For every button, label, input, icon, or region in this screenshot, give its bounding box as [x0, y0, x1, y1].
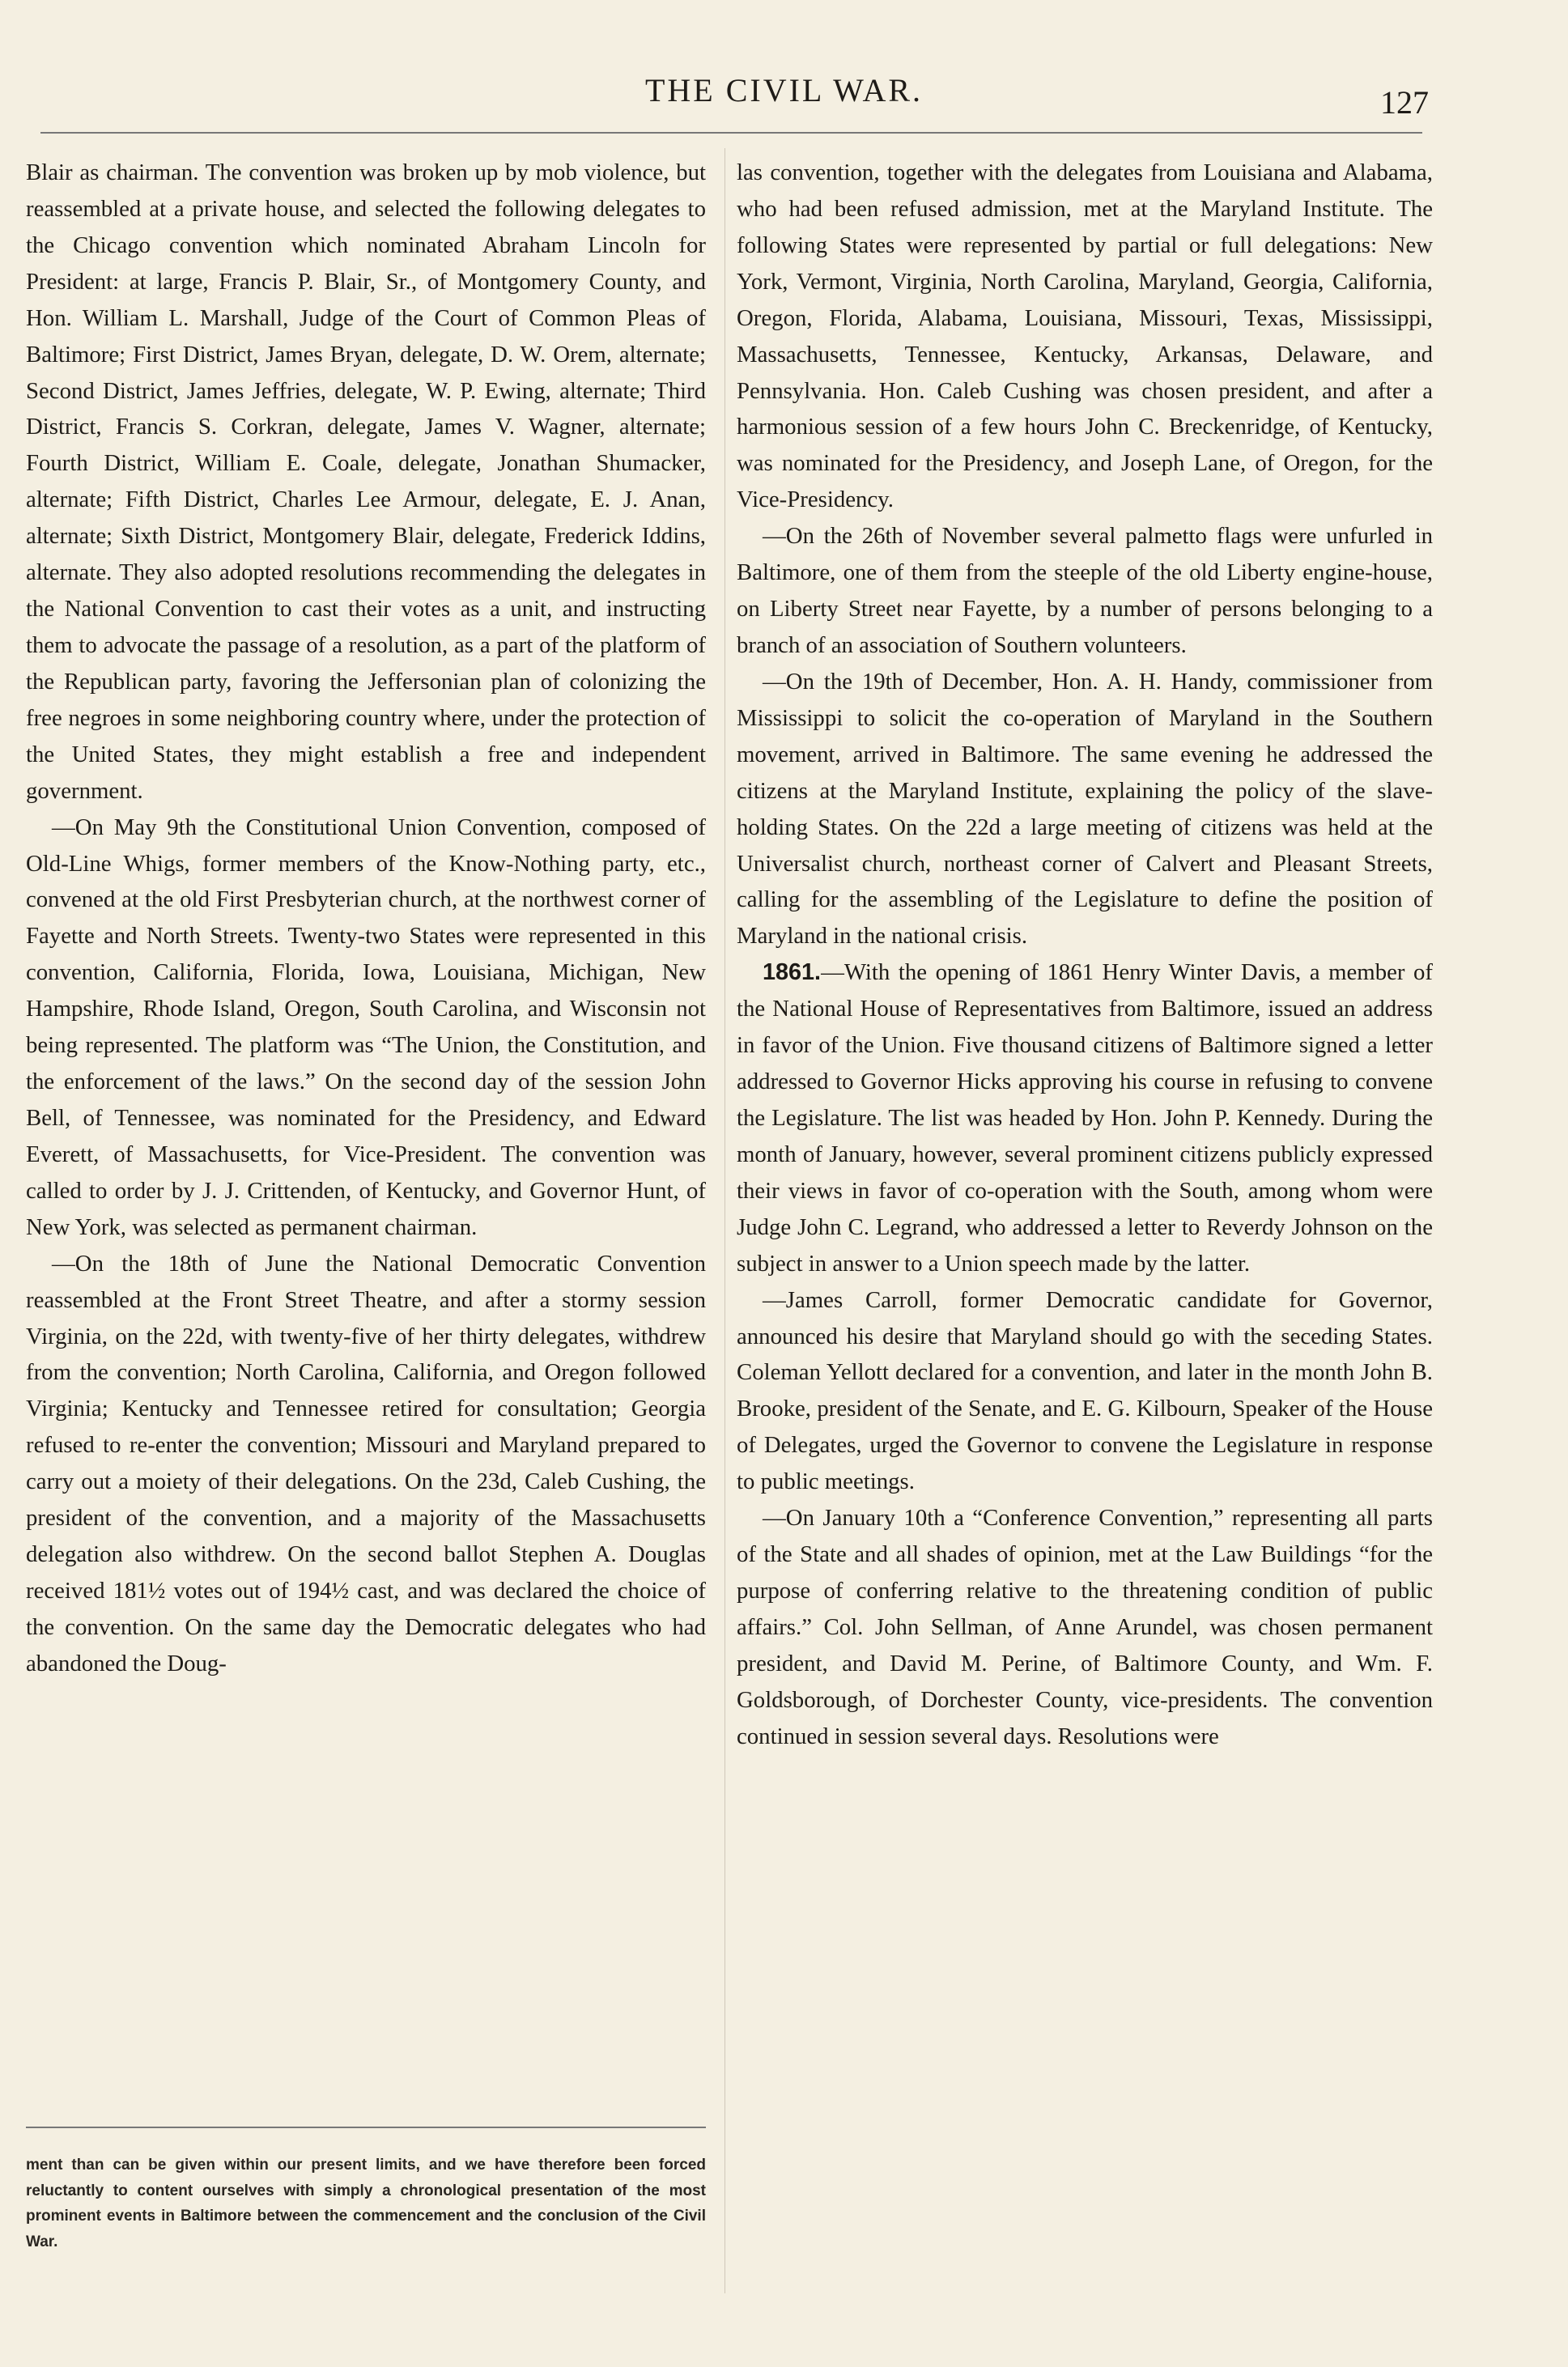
- running-title: THE CIVIL WAR.: [644, 72, 924, 108]
- paragraph: —On January 10th a “Conference Convention,” representing all parts of the State and all shades of opinion, met at the Law Buildings “for the purpose of conferring relative to the threatening condition of public affairs.” Col. John Sellman, of Anne Arundel, was chosen permanent president, and David M. Perine, of Baltimore County, and Wm. F. Goldsborough, of Dorchester County, vice-presidents. The convention continued in session several days. Resolutions were: [737, 1505, 1433, 1749]
- footnote-rule: [26, 2127, 706, 2128]
- header-rule: [40, 132, 1422, 134]
- paragraph: —On the 19th of December, Hon. A. H. Handy, commissioner from Mississippi to solicit the co-operation of Maryland in the Southern movement, arrived in Baltimore. The same evening he addressed the citizens at the Maryland Institute, explaining the policy of the slave-holding States. On the 22d a large meeting of citizens was held at the Universalist church, northeast corner of Calvert and Pleasant Streets, calling for the assembling of the Legislature to define the position of Maryland in the national crisis.: [737, 668, 1433, 950]
- paragraph: —On the 18th of June the National Democratic Convention reassembled at the Front Street Theatre, and after a stormy session Virginia, on the 22d, with twenty-five of her thirty delegates, withdrew from the convention; North Carolina, California, and Oregon followed Virginia; Kentucky and Tennessee retired for consultation; Georgia refused to re-enter the convention; Missouri and Maryland prepared to carry out a moiety of their delegations. On the 23d, Caleb Cushing, the president of the convention, and a majority of the Massachusetts delegation also withdrew. On the second ballot Stephen A. Douglas received 181½ votes out of 194½ cast, and was declared the choice of the convention. On the same day the Democratic delegates who had abandoned the Doug-: [26, 1250, 706, 1676]
- left-column: [26, 155, 706, 1682]
- paragraph: —On May 9th the Constitutional Union Convention, composed of Old-Line Whigs, former members of the Know-Nothing party, etc., convened at the old First Presbyterian church, at the northwest corner of Fayette and North Streets. Twenty-two States were represented in this convention, California, Florida, Iowa, Louisiana, Michigan, New Hampshire, Rhode Island, Oregon, South Carolina, and Wisconsin not being represented. The platform was “The Union, the Constitution, and the enforcement of the laws.” On the second day of the session John Bell, of Tennessee, was nominated for the Presidency, and Edward Everett, of Massachusetts, for Vice-President. The convention was called to order by J. J. Crittenden, of Kentucky, and Governor Hunt, of New York, was selected as permanent chairman.: [26, 814, 706, 1240]
- paragraph: Blair as chairman. The convention was broken up by mob violence, but reassembled at a private house, and selected the following delegates to the Chicago convention which nominated Abraham Lincoln for President: at large, Francis P. Blair, Sr., of Montgomery County, and Hon. William L. Marshall, Judge of the Court of Common Pleas of Baltimore; First District, James Bryan, delegate, D. W. Orem, alternate; Second District, James Jeffries, delegate, W. P. Ewing, alternate; Third District, Francis S. Corkran, delegate, James V. Wagner, alternate; Fourth District, William E. Coale, delegate, Jonathan Shumacker, alternate; Fifth District, Charles Lee Armour, delegate, E. J. Anan, alternate; Sixth District, Montgomery Blair, delegate, Frederick Iddins, alternate. They also adopted resolutions recommending the delegates in the National Convention to cast their votes as a unit, and instructing them to advocate the passage of a resolution, as a part of the platform of the Republican party, favoring the Jeffersonian plan of colonizing the free negroes in some neighboring country where, under the protection of the United States, they might establish a free and independent government.: [26, 159, 706, 804]
- paragraph-text: —With the opening of 1861 Henry Winter Davis, a member of the National House of Representatives from Baltimore, issued an address in favor of the Union. Five thousand citizens of Baltimore signed a letter addressed to Governor Hicks approving his course in refusing to convene the Legislature. The list was headed by Hon. John P. Kennedy. During the month of January, however, several prominent citizens publicly expressed their views in favor of co-operation with the South, among whom were Judge John C. Legrand, who addressed a letter to Reverdy Johnson on the subject in answer to a Union speech made by the latter.: [737, 959, 1433, 1277]
- year-heading: 1861.: [763, 959, 822, 986]
- paragraph: —On the 26th of November several palmetto flags were unfurled in Baltimore, one of them from the steeple of the old Liberty engine-house, on Liberty Street near Fayette, by a number of persons belonging to a branch of an association of Southern volunteers.: [737, 523, 1433, 658]
- footnote: ment than can be given within our present limits, and we have therefore been forced reluctantly to content ourselves with simply a chronological presentation of the most prominent events in Baltimore between the commencement and the conclusion of the Civil War.: [26, 2157, 706, 2251]
- paragraph: las convention, together with the delegates from Louisiana and Alabama, who had been refused admission, met at the Maryland Institute. The following States were represented by partial or full delegations: New York, Vermont, Virginia, North Carolina, Maryland, Georgia, California, Oregon, Florida, Alabama, Louisiana, Missouri, Texas, Mississippi, Massachusetts, Tennessee, Kentucky, Arkansas, Delaware, and Pennsylvania. Hon. Caleb Cushing was chosen president, and after a harmonious session of a few hours John C. Breckenridge, of Kentucky, was nominated for the Presidency, and Joseph Lane, of Oregon, for the Vice-Presidency.: [737, 159, 1433, 513]
- paragraph: [737, 954, 1433, 1281]
- page-number: 127: [1380, 84, 1429, 121]
- right-column: [737, 155, 1433, 1755]
- paragraph: —James Carroll, former Democratic candidate for Governor, announced his desire that Maryland should go with the seceding States. Coleman Yellott declared for a convention, and later in the month John B. Brooke, president of the Senate, and E. G. Kilbourn, Speaker of the House of Delegates, urged the Governor to convene the Legislature in response to public meetings.: [737, 1286, 1433, 1495]
